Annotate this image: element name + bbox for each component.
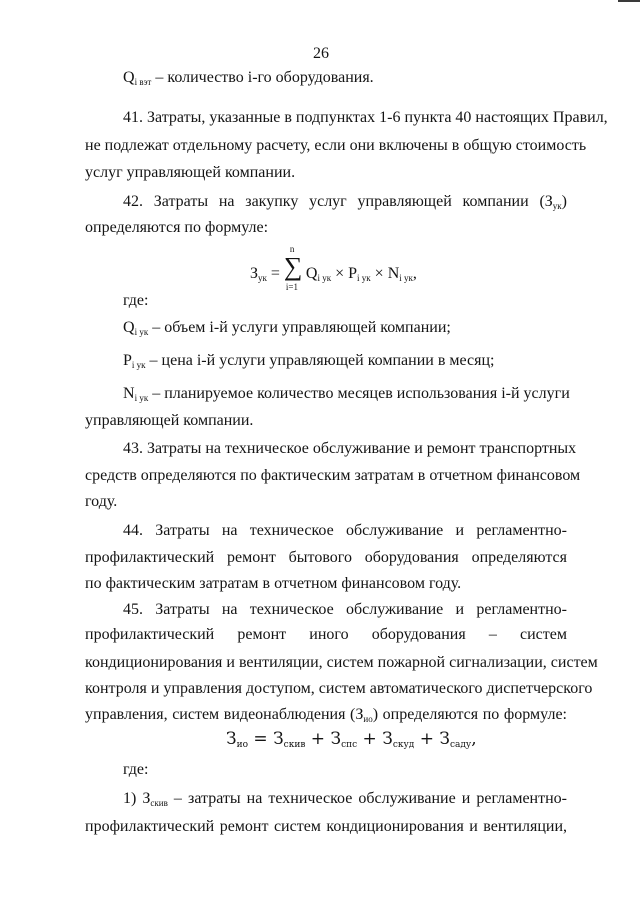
text-line-5: 42. Затраты на закупку услуг управляющей компании $(З_{ук})$ [123, 193, 567, 211]
text-line-7: где: [123, 292, 149, 309]
text-line-1: $Q_{i вэт}$ – количество i-го оборудования. [123, 69, 374, 87]
text-line-12: 43. Затраты на техническое обслуживание и ремонт транспортных [123, 440, 577, 457]
text-line-3: не подлежат отдельному расчету, если они включены в общую стоимость [85, 137, 587, 154]
text-line-2: 41. Затраты, указанные в подпунктах 1-6 пункта 40 настоящих Правил, [123, 109, 608, 126]
text-line-19: профилактический ремонт иного оборудования – систем [85, 626, 567, 643]
text-line-14: году. [85, 493, 118, 510]
text-line-10: $N_{i ук}$ – планируемое количество месяцев использования i-й услуги [123, 385, 570, 403]
text-line-24: 1) $З_{скив}$ – затраты на техническое обслуживание и регламентно- [123, 790, 568, 808]
text-line-25: профилактический ремонт систем кондиционирования и вентиляции, [85, 818, 567, 835]
text-line-22: управления, систем видеонаблюдения $(З_{ио})$ определяются по формуле: [85, 706, 567, 724]
page-edge-mark [618, 0, 640, 9]
text-line-16: профилактический ремонт бытового оборудования определяются [85, 549, 567, 566]
text-line-15: 44. Затраты на техническое обслуживание и регламентно- [123, 522, 567, 539]
formula-zio: $З_{ио} = З_{скив} + З_{спс} + З_{скуд} + З_{саду}$, [226, 729, 477, 750]
text-line-11: управляющей компании. [85, 412, 254, 429]
text-line-6: определяются по формуле: [85, 219, 269, 236]
text-line-8: $Q_{i ук}$ – объем i-й услуги управляющей компании; [123, 319, 451, 337]
text-line-18: 45. Затраты на техническое обслуживание и регламентно- [123, 601, 567, 618]
sum-symbol: n ∑ i=1 [283, 244, 303, 292]
text-line-23: где: [123, 761, 149, 778]
text-line-9: $P_{i ук}$ – цена i-й услуги управляющей компании в месяц; [123, 352, 495, 370]
text-line-17: по фактическим затратам в отчетном финансовом году. [85, 575, 462, 592]
text-line-21: контроля и управления доступом, систем автоматического диспетчерского [85, 680, 593, 697]
formula-zuk: $З_{ук}$ = n ∑ i=1 $Q_{i ук} \times P_{i ук} \times N_{i ук}$, [250, 244, 417, 292]
text-line-20: кондиционирования и вентиляции, систем пожарной сигнализации, систем [85, 654, 598, 671]
text-line-4: услуг управляющей компании. [85, 164, 296, 181]
page-number: 26 [313, 45, 329, 62]
text-line-13: средств определяются по фактическим затратам в отчетном финансовом [85, 467, 581, 484]
